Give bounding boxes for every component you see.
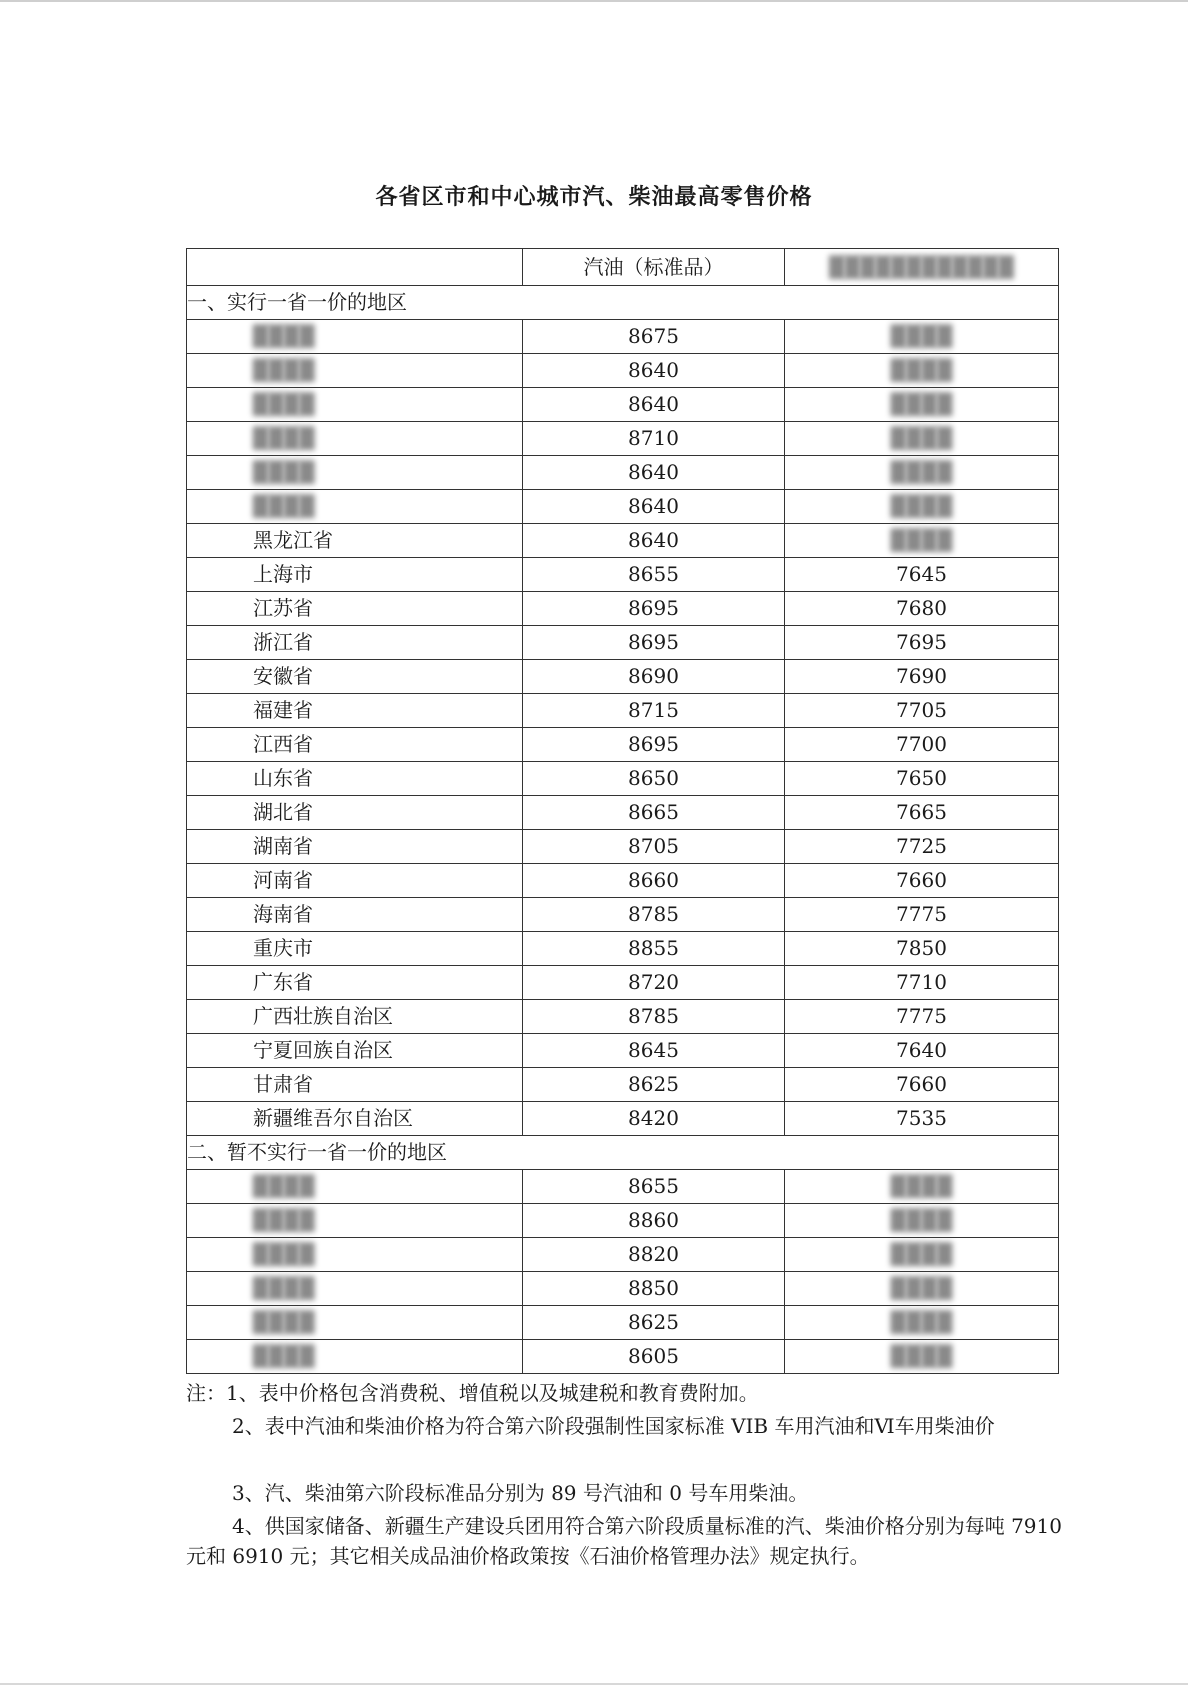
redacted-text: ████ [253,494,315,518]
page-top-border [0,0,1188,2]
region-cell [187,388,523,422]
diesel-price-cell [785,1306,1059,1340]
redacted-text: ████ [890,392,953,416]
table-row [187,490,1059,524]
redacted-text: ████ [253,460,315,484]
diesel-price-cell: 7695 [785,626,1059,660]
diesel-price-cell [785,1204,1059,1238]
diesel-price-cell: 7700 [785,728,1059,762]
diesel-price-cell: 7645 [785,558,1059,592]
gasoline-price-cell: 8820 [523,1238,785,1272]
region-cell: 江苏省 [187,592,523,626]
diesel-price-cell: 7775 [785,1000,1059,1034]
diesel-price-cell [785,456,1059,490]
diesel-price-cell: 7660 [785,1068,1059,1102]
redacted-text: ████ [890,1208,953,1232]
region-cell: 广东省 [187,966,523,1000]
redacted-text: ████ [890,324,953,348]
gasoline-price-cell: 8640 [523,354,785,388]
diesel-price-cell [785,422,1059,456]
gasoline-price-cell: 8625 [523,1306,785,1340]
gasoline-price-cell: 8705 [523,830,785,864]
gasoline-price-cell: 8650 [523,762,785,796]
region-cell: 浙江省 [187,626,523,660]
price-table [186,248,1059,1374]
region-cell: 黑龙江省 [187,524,523,558]
note-1: 注：1、表中价格包含消费税、增值税以及城建税和教育费附加。 [186,1381,759,1405]
table-row [187,1306,1059,1340]
region-cell: 山东省 [187,762,523,796]
region-cell: 安徽省 [187,660,523,694]
region-cell [187,1306,523,1340]
section-label: 一、实行一省一价的地区 [187,286,1059,320]
diesel-price-cell: 7775 [785,898,1059,932]
gasoline-price-cell: 8710 [523,422,785,456]
header-diesel-cell [785,249,1059,286]
redacted-text: ████████████ [829,254,1014,279]
gasoline-price-cell: 8785 [523,1000,785,1034]
diesel-price-cell [785,524,1059,558]
diesel-price-cell: 7640 [785,1034,1059,1068]
region-cell: 福建省 [187,694,523,728]
diesel-price-cell [785,1340,1059,1374]
section-label: 二、暂不实行一省一价的地区 [187,1136,1059,1170]
redacted-text: ████ [890,426,953,450]
redacted-text: ████ [890,1310,953,1334]
redacted-text: ████ [890,1242,953,1266]
redacted-text: ████ [253,1174,315,1198]
table-row [187,456,1059,490]
redacted-text: ████ [253,1310,315,1334]
table-row [187,1102,1059,1136]
table-row [187,898,1059,932]
redacted-text: ████ [253,1242,315,1266]
gasoline-price-cell: 8665 [523,796,785,830]
table-row [187,388,1059,422]
table-row [187,1000,1059,1034]
gasoline-price-cell: 8660 [523,864,785,898]
diesel-price-cell [785,320,1059,354]
section-header-row [187,1136,1059,1170]
gasoline-price-cell: 8640 [523,490,785,524]
gasoline-price-cell: 8655 [523,558,785,592]
note-2: 2、表中汽油和柴油价格为符合第六阶段强制性国家标准 VIB 车用汽油和Ⅵ车用柴油价 [232,1414,995,1438]
redacted-text: ████ [890,1344,953,1368]
table-row [187,1034,1059,1068]
gasoline-price-cell: 8855 [523,932,785,966]
region-cell: 广西壮族自治区 [187,1000,523,1034]
table-row [187,1238,1059,1272]
region-cell: 重庆市 [187,932,523,966]
diesel-price-cell [785,1272,1059,1306]
diesel-price-cell [785,388,1059,422]
redacted-text: ████ [253,392,315,416]
table-row [187,592,1059,626]
table-row [187,1068,1059,1102]
redacted-text: ████ [253,1276,315,1300]
region-cell: 宁夏回族自治区 [187,1034,523,1068]
region-cell: 河南省 [187,864,523,898]
diesel-price-cell: 7710 [785,966,1059,1000]
gasoline-price-cell: 8785 [523,898,785,932]
diesel-price-cell [785,1170,1059,1204]
gasoline-price-cell: 8850 [523,1272,785,1306]
diesel-price-cell: 7705 [785,694,1059,728]
gasoline-price-cell: 8640 [523,456,785,490]
table-row [187,1272,1059,1306]
region-cell [187,320,523,354]
table-row [187,1204,1059,1238]
redacted-text: ████ [890,494,953,518]
redacted-text: ████ [253,1344,315,1368]
redacted-text: ████ [890,460,953,484]
redacted-text: ████ [253,358,315,382]
redacted-text: ████ [253,426,315,450]
gasoline-price-cell: 8625 [523,1068,785,1102]
gasoline-price-cell: 8420 [523,1102,785,1136]
gasoline-price-cell: 8690 [523,660,785,694]
region-cell [187,1340,523,1374]
region-cell: 新疆维吾尔自治区 [187,1102,523,1136]
note-3: 3、汽、柴油第六阶段标准品分别为 89 号汽油和 0 号车用柴油。 [232,1481,809,1505]
table-row [187,966,1059,1000]
region-cell [187,422,523,456]
region-cell: 江西省 [187,728,523,762]
table-row [187,796,1059,830]
redacted-text: ████ [890,1276,953,1300]
region-cell [187,456,523,490]
table-header-row [187,249,1059,286]
table-row [187,320,1059,354]
redacted-text: ████ [890,1174,953,1198]
table-row [187,762,1059,796]
region-cell [187,1238,523,1272]
price-table-body [187,249,1059,1374]
gasoline-price-cell: 8645 [523,1034,785,1068]
region-cell: 上海市 [187,558,523,592]
gasoline-price-cell: 8640 [523,388,785,422]
region-cell: 海南省 [187,898,523,932]
diesel-price-cell: 7725 [785,830,1059,864]
table-row [187,660,1059,694]
diesel-price-cell [785,354,1059,388]
gasoline-price-cell: 8695 [523,626,785,660]
diesel-price-cell: 7650 [785,762,1059,796]
gasoline-price-cell: 8675 [523,320,785,354]
diesel-price-cell: 7665 [785,796,1059,830]
gasoline-price-cell: 8655 [523,1170,785,1204]
table-row [187,1340,1059,1374]
document-title: 各省区市和中心城市汽、柴油最高零售价格 [375,185,813,210]
region-cell: 甘肃省 [187,1068,523,1102]
redacted-text: ████ [890,358,953,382]
gasoline-price-cell: 8695 [523,592,785,626]
region-cell [187,1170,523,1204]
header-region-cell [187,249,523,286]
diesel-price-cell: 7535 [785,1102,1059,1136]
header-gasoline-cell: 汽油（标准品） [523,249,785,286]
region-cell [187,354,523,388]
table-row [187,864,1059,898]
region-cell [187,1204,523,1238]
table-row [187,728,1059,762]
gasoline-price-cell: 8695 [523,728,785,762]
table-row [187,422,1059,456]
diesel-price-cell [785,490,1059,524]
redacted-text: ████ [253,324,315,348]
diesel-price-cell: 7680 [785,592,1059,626]
gasoline-price-cell: 8640 [523,524,785,558]
diesel-price-cell: 7850 [785,932,1059,966]
table-row [187,626,1059,660]
table-row [187,558,1059,592]
table-row [187,932,1059,966]
region-cell [187,490,523,524]
table-row [187,830,1059,864]
redacted-text: ████ [253,1208,315,1232]
region-cell [187,1272,523,1306]
diesel-price-cell: 7660 [785,864,1059,898]
gasoline-price-cell: 8715 [523,694,785,728]
section-header-row [187,286,1059,320]
table-row [187,524,1059,558]
gasoline-price-cell: 8720 [523,966,785,1000]
diesel-price-cell: 7690 [785,660,1059,694]
redacted-text: ████ [890,528,953,552]
table-row [187,354,1059,388]
gasoline-price-cell: 8605 [523,1340,785,1374]
note-4: 4、供国家储备、新疆生产建设兵团用符合第六阶段质量标准的汽、柴油价格分别为每吨 7910 元和 6910 元；其它相关成品油价格政策按《石油价格管理办法》规定执行。 [186,1514,1062,1568]
region-cell: 湖北省 [187,796,523,830]
region-cell: 湖南省 [187,830,523,864]
diesel-price-cell [785,1238,1059,1272]
table-row [187,694,1059,728]
gasoline-price-cell: 8860 [523,1204,785,1238]
table-row [187,1170,1059,1204]
